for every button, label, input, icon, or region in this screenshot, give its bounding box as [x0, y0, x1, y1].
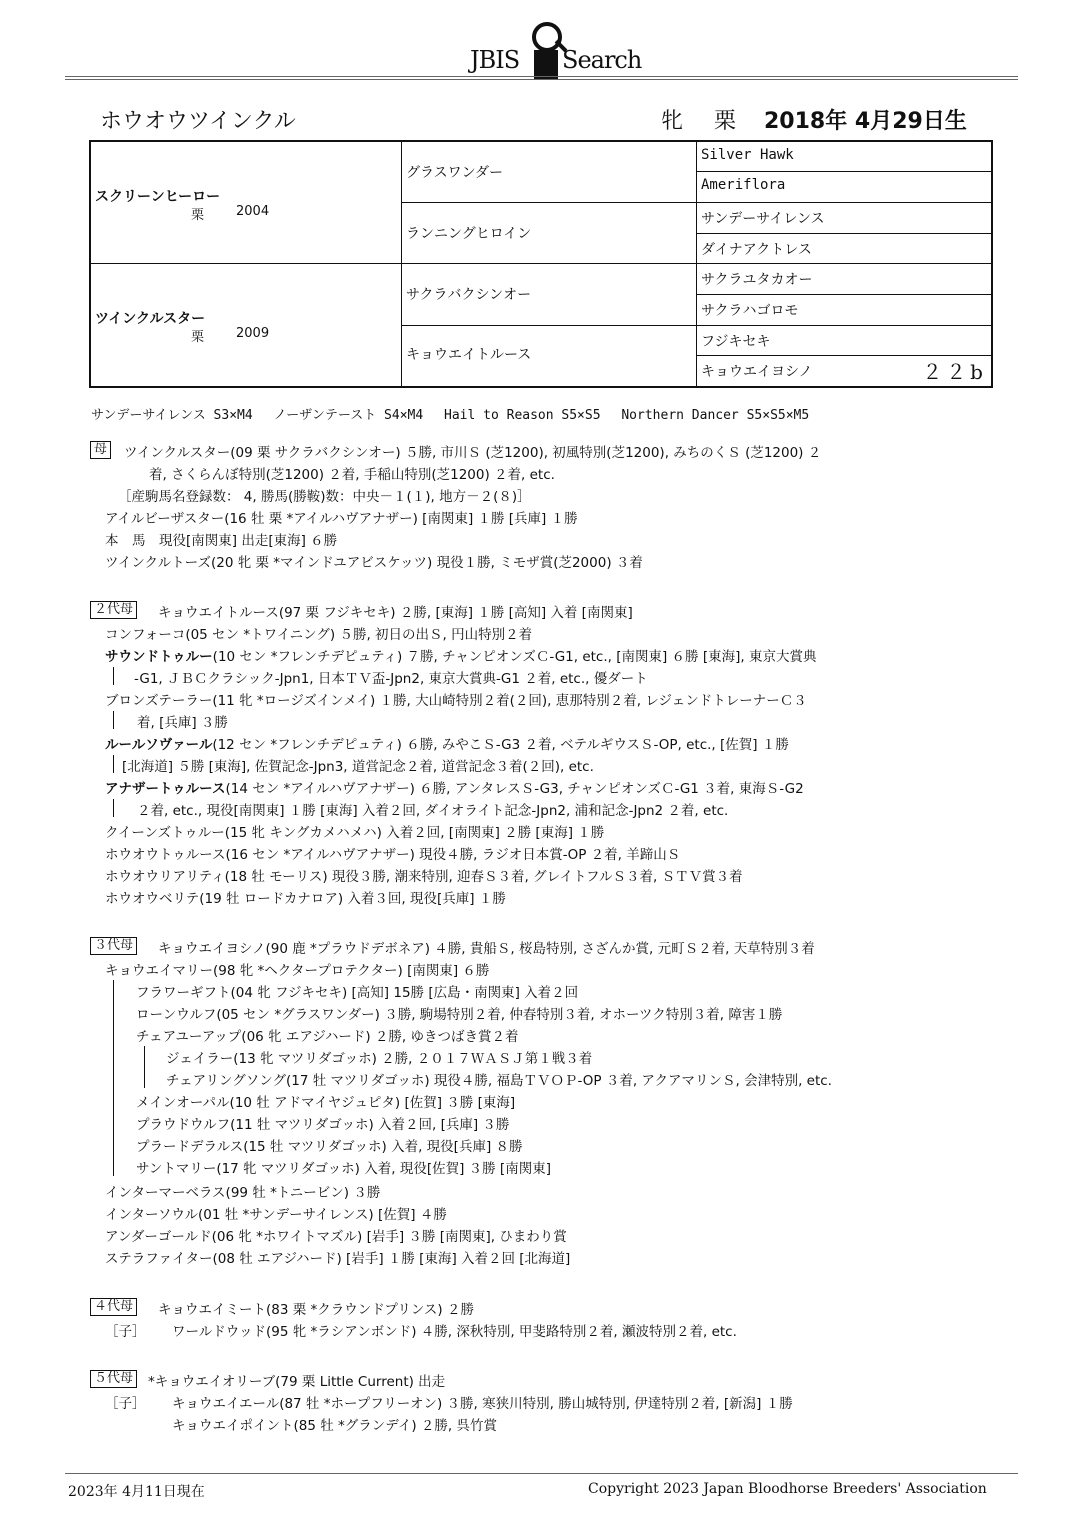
gen3-name: ダイナアクトレス: [701, 242, 812, 258]
pedigree-dam-cell: [91, 264, 402, 386]
gen5-child-label: ［子］: [105, 1396, 146, 1412]
dam-label: [90, 441, 111, 459]
gen3-line: チェアユーアップ(06 牝 エアジハード) ２勝, ゆきつばき賞２着: [136, 1029, 519, 1045]
pedigree-gen2-cell: [402, 264, 697, 326]
gen3-line: ステラファイター(08 牡 エアジハード) [岩手] １勝 [東海] 入着２回 [北海道]: [105, 1251, 571, 1267]
pedigree-gen3-cell: [697, 203, 991, 234]
section-label-box: ２代母: [90, 601, 137, 619]
pedigree-gen3-cell: [697, 356, 991, 386]
gen3-line: キョウエイマリー(98 牝 *ヘクタープロテクター) [南関東] ６勝: [105, 963, 490, 979]
sibling-bar: [113, 799, 114, 817]
sire-name: スクリーンヒーロー: [95, 189, 221, 205]
descendant-bar: [113, 980, 114, 1176]
gen3-line: プラウドウルフ(11 牡 マツリダゴッホ) 入着２回, [兵庫] ３勝: [136, 1117, 510, 1133]
gen3-line: インターマーベラス(99 牡 *トニービン) ３勝: [105, 1185, 381, 1201]
horse-sex-color: 牝 栗: [661, 109, 748, 134]
footer-copyright: Copyright 2023 Japan Bloodhorse Breeders' Association: [588, 1481, 987, 1497]
gen3-label: [90, 937, 137, 955]
family-number: ２２b: [922, 360, 987, 384]
inbreeding-line: サンデーサイレンス S3×M4 ノーザンテースト S4×M4 Hail to Reason S5×S5 Northern Dancer S5×S5×M5: [91, 408, 810, 423]
bold-horse-name: ルールソヴァール: [105, 737, 213, 753]
gen4-line: ワールドウッド(95 牝 *ラシアンボンド) ４勝, 深秋特別, 甲斐路特別２着, 瀬波特別２着, etc.: [172, 1324, 737, 1340]
gen2-line: ホウオウベリテ(19 牡 ロードカナロア) 入着３回, 現役[兵庫] １勝: [105, 891, 506, 907]
gen2-line: クイーンズトゥルー(15 牝 キングカメハメハ) 入着２回, [南関東] ２勝 [東海] １勝: [105, 825, 605, 841]
gen2-line: [105, 645, 816, 665]
pedigree-gen2-cell: [402, 326, 697, 386]
gen3-line: ローンウルフ(05 セン *グラスワンダー) ３勝, 駒場特別２着, 仲春特別３着, オホーツク特別３着, 障害１勝: [136, 1007, 783, 1023]
sire-color: 栗: [191, 208, 205, 223]
sire-year: 2004: [236, 204, 270, 219]
gen3-line: インターソウル(01 牡 *サンデーサイレンス) [佐賀] ４勝: [105, 1207, 447, 1223]
gen2-line: コンフォーコ(05 セン *トワイニング) ５勝, 初日の出Ｓ, 円山特別２着: [105, 627, 533, 643]
horse-birth-date: 2018年 4月29日生: [764, 109, 967, 134]
pedigree-table: [89, 140, 993, 388]
gen3-name: Silver Hawk: [701, 147, 794, 163]
gen2-line: ホウオウトゥルース(16 セン *アイルハヴアナザー) 現役４勝, ラジオ日本賞-OP ２着, 羊蹄山Ｓ: [105, 847, 681, 863]
gen3-line: アンダーゴールド(06 牝 *ホワイトマズル) [岩手] ３勝 [南関東], ひまわり賞: [105, 1229, 567, 1245]
dam-line: 着, さくらんぼ特別(芝1200) ２着, 手稲山特別(芝1200) ２着, etc.: [149, 467, 555, 483]
gen2-name: サクラバクシンオー: [406, 287, 532, 303]
gen3-line: サントマリー(17 牝 マツリダゴッホ) 入着, 現役[佐賀] ３勝 [南関東]: [136, 1161, 551, 1177]
magnifier-icon: [532, 22, 562, 52]
pedigree-gen3-cell: [697, 172, 991, 203]
gen3-name: フジキセキ: [701, 334, 771, 350]
dam-line: ツインクルトーズ(20 牝 栗 *マインドユアビスケッツ) 現役１勝, ミモザ賞(芝2000) ３着: [105, 555, 643, 571]
jbis-search-logo: [470, 12, 640, 74]
pedigree-gen3-cell: [697, 295, 991, 326]
gen4-label: [90, 1298, 137, 1316]
dam-color: 栗: [191, 330, 205, 345]
gen5-line: キョウエイポイント(85 牡 *グランデイ) ２勝, 呉竹賞: [172, 1418, 497, 1434]
gen2-name: キョウエイトルース: [406, 347, 532, 363]
gen2-line: -G1, ＪＢＣクラシック-Jpn1, 日本ＴＶ盃-Jpn2, 東京大賞典-G1 ２着, etc., 優ダート: [134, 671, 648, 687]
gen3-name: サクラユタカオー: [701, 272, 813, 288]
dam-line: ［産駒馬名登録数： 4, 勝馬(勝鞍)数：中央－１(１), 地方－２(８)］: [118, 489, 531, 505]
logo-text-jbis: JBIS: [470, 46, 520, 74]
gen2-label: [90, 601, 137, 619]
gen2-line: [北海道] ５勝 [東海], 佐賀記念-Jpn3, 道営記念２着, 道営記念３着(２回), etc.: [122, 759, 594, 775]
gen3-line: チェアリングソング(17 牡 マツリダゴッホ) 現役４勝, 福島ＴＶＯＰ-OP ３着, アクアマリンＳ, 会津特別, etc.: [166, 1073, 832, 1089]
logo-text-search: Search: [562, 46, 642, 74]
line-text: (10 セン *フレンチデピュティ) ７勝, チャンピオンズＣ-G1, etc., [南関東] ６勝 [東海], 東京大賞典: [212, 649, 817, 665]
descendant-bar: [144, 1046, 145, 1088]
sibling-bar: [113, 667, 114, 685]
dam-year: 2009: [236, 326, 270, 341]
section-label-box: ３代母: [90, 937, 137, 955]
gen4-child-label: ［子］: [105, 1324, 146, 1340]
gen5-line: キョウエイエール(87 牡 *ホープフリーオン) ３勝, 寒狭川特別, 勝山城特別, 伊達特別２着, [新潟] １勝: [172, 1396, 793, 1412]
pedigree-gen3-cell: [697, 326, 991, 356]
sibling-bar: [113, 755, 114, 773]
dam-line: 本 馬 現役[南関東] 出走[東海] ６勝: [105, 533, 338, 549]
gen5-head: *キョウエイオリーブ(79 栗 Little Current) 出走: [148, 1374, 446, 1390]
pedigree-sire-cell: [91, 142, 402, 264]
gen2-name: ランニングヒロイン: [406, 226, 532, 242]
pedigree-gen3-cell: [697, 264, 991, 295]
gen2-line: ブロンズテーラー(11 牝 *ロージズインメイ) １勝, 大山崎特別２着(２回), 恵那特別２着, レジェンドトレーナーＣ３: [105, 693, 807, 709]
footer-divider: [65, 1473, 1018, 1474]
gen3-line: フラワーギフト(04 牝 フジキセキ) [高知] 15勝 [広島・南関東] 入着２回: [136, 985, 579, 1001]
line-text: (14 セン *アイルハヴアナザー) ６勝, アンタレスＳ-G3, チャンピオンズＣ-G1 ３着, 東海Ｓ-G2: [225, 781, 804, 797]
dam-line: ツインクルスター(09 栗 サクラバクシンオー) ５勝, 市川Ｓ (芝1200), 初風特別(芝1200), みちのくＳ (芝1200) ２: [124, 445, 822, 461]
bold-horse-name: アナザートゥルース: [105, 781, 226, 797]
gen2-head: キョウエイトルース(97 栗 フジキセキ) ２勝, [東海] １勝 [高知] 入着 [南関東]: [158, 605, 633, 621]
gen3-line: ジェイラー(13 牝 マツリダゴッホ) ２勝, ２０１７ＷＡＳＪ第１戦３着: [166, 1051, 593, 1067]
section-label-box: ４代母: [90, 1298, 137, 1316]
header-divider: [65, 76, 1018, 77]
dam-line: アイルビーザスター(16 牡 栗 *アイルハヴアナザー) [南関東] １勝 [兵庫] １勝: [105, 511, 578, 527]
gen5-label: [90, 1370, 137, 1388]
header-divider-2: [65, 79, 1018, 80]
gen3-name: サクラハゴロモ: [701, 303, 799, 319]
gen3-name: サンデーサイレンス: [701, 211, 825, 227]
gen2-line: [105, 733, 789, 753]
gen2-line: ホウオウリアリティ(18 牡 モーリス) 現役３勝, 潮来特別, 迎春Ｓ３着, グレイトフルＳ３着, ＳＴＶ賞３着: [105, 869, 743, 885]
dam-name: ツインクルスター: [95, 311, 206, 327]
gen2-line: 着, [兵庫] ３勝: [137, 715, 228, 731]
pedigree-gen2-cell: [402, 142, 697, 203]
footer-date: 2023年 4月11日現在: [68, 1484, 205, 1500]
gen3-line: プラードデラルス(15 牡 マツリダゴッホ) 入着, 現役[兵庫] ８勝: [136, 1139, 523, 1155]
gen4-head: キョウエイミート(83 栗 *クラウンドプリンス) ２勝: [158, 1302, 474, 1318]
section-label-box: ５代母: [90, 1370, 137, 1388]
gen2-name: グラスワンダー: [406, 165, 504, 181]
gen3-name: キョウエイヨシノ: [701, 364, 813, 380]
section-label-box: 母: [90, 441, 111, 459]
gen2-line: [105, 777, 804, 797]
sibling-bar: [113, 711, 114, 729]
pedigree-gen3-cell: [697, 234, 991, 264]
pedigree-gen3-cell: [697, 142, 991, 172]
bold-horse-name: サウンドトゥルー: [105, 649, 213, 665]
gen2-line: ２着, etc., 現役[南関東] １勝 [東海] 入着２回, ダイオライト記念-Jpn2, 浦和記念-Jpn2 ２着, etc.: [137, 803, 729, 819]
gen3-name: Ameriflora: [701, 177, 786, 193]
horse-name: ホウオウツインクル: [100, 109, 296, 134]
pedigree-gen2-cell: [402, 203, 697, 264]
line-text: (12 セン *フレンチデピュティ) ６勝, みやこＳ-G3 ２着, ベテルギウスＳ-OP, etc., [佐賀] １勝: [212, 737, 789, 753]
gen3-line: メインオーパル(10 牡 アドマイヤジュピタ) [佐賀] ３勝 [東海]: [136, 1095, 516, 1111]
gen3-head: キョウエイヨシノ(90 鹿 *プラウドデボネア) ４勝, 貴船Ｓ, 桜島特別, さざんか賞, 元町Ｓ２着, 天草特別３着: [158, 941, 815, 957]
